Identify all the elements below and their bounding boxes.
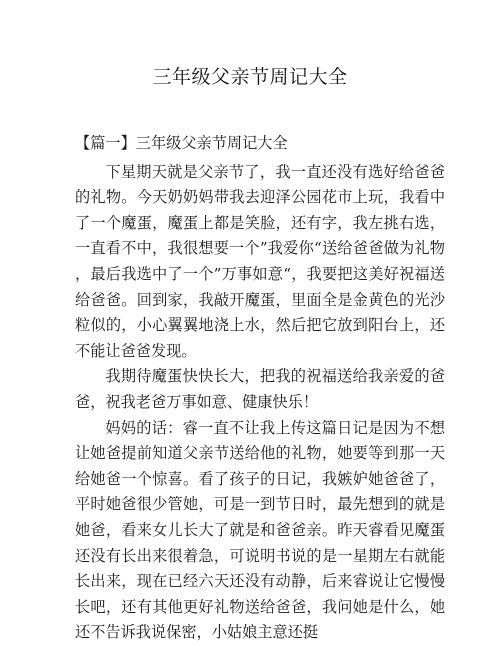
article-body (75, 131, 445, 646)
page-title: 三年级父亲节周记大全 (152, 66, 348, 88)
paragraph-1: 下星期天就是父亲节了，我一直还没有选好给爸爸的礼物。今天奶奶妈带我去迎泽公园花市上玩，我看中了一个魔蛋，魔蛋上都是笑脸，还有字，我左挑右选，一直看不中，我很想要一个”我爱你“送给爸爸做为礼物，最后我选中了一个”万事如意“，我要把这美好祝福送给爸爸。回到家，我敲开魔蛋，里面全是金黄色的光沙粒似的，小心翼翼地浇上水，然后把它放到阳台上，还不能让爸爸发现。 (75, 162, 445, 360)
paragraph-2: 我期待魔蛋快快长大，把我的祝福送给我亲爱的爸爸，祝我老爸万事如意、健康快乐！ (75, 367, 445, 411)
section-heading: 【篇一】三年级父亲节周记大全 (75, 134, 288, 152)
paragraph-3: 妈妈的话：睿一直不让我上传这篇日记是因为不想让她爸提前知道父亲节送给他的礼物，她要等到那一天给她爸一个惊喜。看了孩子的日记，我嫉妒她爸爸了，平时她爸很少管她，可是一到节日时，最先想到的就是她爸，看来女儿长大了就是和爸爸亲。昨天睿看见魔蛋还没有长出来很着急，可说明书说的是一星期左右就能长出来，现在已经六天还没有动静，后来睿说让它慢慢长吧，还有其他更好礼物送给爸爸，我问她是什么，她还不告诉我说保密，小姑娘主意还挺 (75, 418, 445, 642)
